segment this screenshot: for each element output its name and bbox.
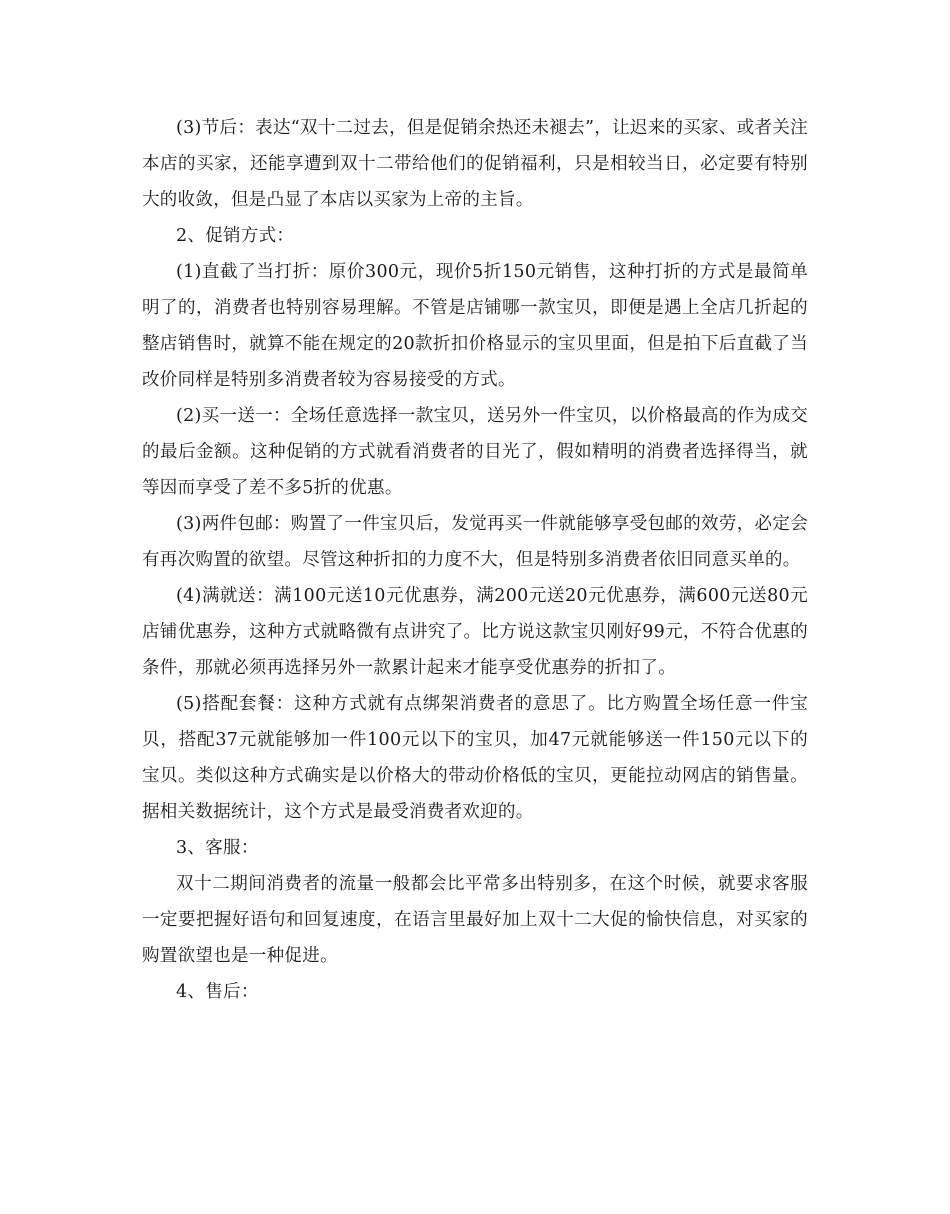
paragraph-spend-and-get: (4)满就送：满100元送10元优惠券，满200元送20元优惠券，满600元送80元店铺优惠券，这种方式就略微有点讲究了。比方说这款宝贝刚好99元，不符合优惠的条件，那就必须再选择另外一款累计起来才能享受优惠券的折扣了。 [142, 586, 808, 678]
heading-promotion-methods: 2、促销方式： [176, 226, 295, 246]
document-body [142, 110, 808, 1010]
heading-after-sales: 4、售后： [176, 982, 259, 1002]
paragraph-after-festival: (3)节后：表达“双十二过去，但是促销余热还未褪去”，让迟来的买家、或者关注本店的买家，还能享遭到双十二带给他们的促销福利，只是相较当日，必定要有特别大的收敛，但是凸显了本店以买家为上帝的主旨。 [142, 118, 808, 210]
paragraph-direct-discount: (1)直截了当打折：原价300元，现价5折150元销售，这种打折的方式是最简单明了的，消费者也特别容易理解。不管是店铺哪一款宝贝，即便是遇上全店几折起的整店销售时，就算不能在规定的20款折扣价格显示的宝贝里面，但是拍下后直截了当改价同样是特别多消费者较为容易接受的方式。 [142, 262, 808, 390]
paragraph-two-free-shipping: (3)两件包邮：购置了一件宝贝后，发觉再买一件就能够享受包邮的效劳，必定会有再次购置的欲望。尽管这种折扣的力度不大，但是特别多消费者依旧同意买单的。 [142, 514, 808, 570]
paragraph-customer-service: 双十二期间消费者的流量一般都会比平常多出特别多，在这个时候，就要求客服一定要把握好语句和回复速度，在语言里最好加上双十二大促的愉快信息，对买家的购置欲望也是一种促进。 [142, 874, 808, 966]
paragraph-bundle-package: (5)搭配套餐：这种方式就有点绑架消费者的意思了。比方购置全场任意一件宝贝，搭配37元就能够加一件100元以下的宝贝，加47元就能够送一件150元以下的宝贝。类似这种方式确实是以价格大的带动价格低的宝贝，更能拉动网店的销售量。据相关数据统计，这个方式是最受消费者欢迎的。 [142, 694, 808, 822]
paragraph-buy-one-get-one: (2)买一送一：全场任意选择一款宝贝，送另外一件宝贝，以价格最高的作为成交的最后金额。这种促销的方式就看消费者的目光了，假如精明的消费者选择得当，就等因而享受了差不多5折的优惠。 [142, 406, 808, 498]
heading-customer-service: 3、客服： [176, 838, 259, 858]
